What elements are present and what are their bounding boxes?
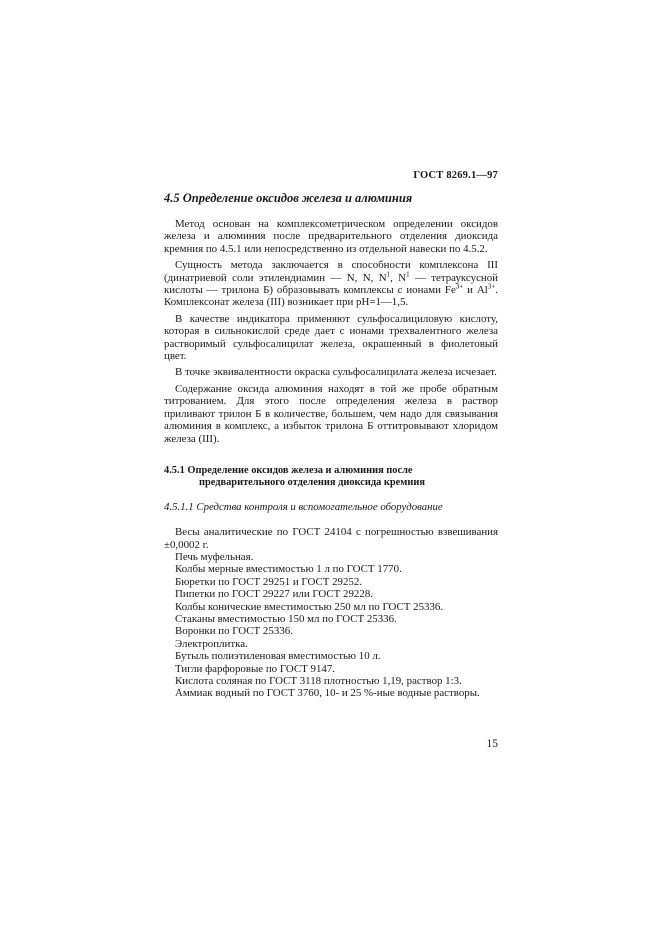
equipment-list	[164, 526, 498, 700]
document-header-code: ГОСТ 8269.1—97	[413, 170, 498, 181]
equipment-item: Колбы конические вместимостью 250 мл по ГОСТ 25336.	[175, 600, 444, 613]
equipment-item: Воронки по ГОСТ 25336.	[175, 625, 293, 638]
equipment-item: Электроплитка.	[175, 637, 248, 650]
section-title: 4.5 Определение оксидов железа и алюминия	[164, 191, 413, 205]
essence-text-b: , N	[390, 271, 407, 284]
essence-text-e: . Комплексонат железа (III) возникает при pH=1—1,5.	[164, 284, 498, 309]
equipment-item: Печь муфельная.	[175, 550, 254, 563]
subsection-title-line2: предварительного отделения диоксида кремния	[199, 477, 425, 489]
paragraph-essence	[164, 259, 498, 309]
subsection-title-line1: 4.5.1 Определение оксидов железа и алюминия после	[164, 464, 413, 476]
page-number: 15	[486, 738, 498, 750]
paragraph-method: Метод основан на комплексометрическом определении оксидов железа и алюминия после предварительного отделения диоксида кремния по 4.5.1 или непосредственно из отдельной навески по 4.5.2.	[164, 218, 498, 255]
paragraph-equivalence: В точке эквивалентности окраска сульфосалицилата железа исчезает.	[175, 366, 497, 379]
equipment-item: Стаканы вместимостью 150 мл по ГОСТ 25336.	[175, 612, 397, 625]
subsection-title	[164, 465, 498, 490]
equipment-item: Весы аналитические по ГОСТ 24104 с погрешностью взвешивания ±0,0002 г.	[164, 526, 498, 551]
equipment-item: Бутыль полиэтиленовая вместимостью 10 л.	[175, 650, 381, 663]
equipment-item: Бюретки по ГОСТ 29251 и ГОСТ 29252.	[175, 575, 363, 588]
essence-text-c: — тетрауксусной кислоты — трилона Б) образовывать комплексы с ионами Fe	[164, 271, 498, 297]
paragraph-alumina: Содержание оксида алюминия находят в той же пробе обратным титрованием. Для этого после определения железа в раствор приливают трилон Б в количестве, большем, чем надо для связывания алюминия в комплекс, а избыток трилона Б оттитровывают хлоридом железа (III).	[164, 382, 498, 445]
essence-sup-1: 1	[386, 270, 391, 278]
essence-sup-fe: 3+	[455, 282, 464, 291]
paragraph-indicator: В качестве индикатора применяют сульфосалициловую кислоту, которая в сильнокислой среде дает с ионами трехвалентного железа растворимый сульфосалицилат железа, окрашенный в фиолетовый цвет.	[164, 312, 498, 363]
equipment-item: Колбы мерные вместимостью 1 л по ГОСТ 1770.	[175, 563, 402, 576]
essence-text-d: и Al	[463, 284, 488, 297]
essence-sup-al: 3+	[487, 282, 496, 291]
equipment-item: Тигли фарфоровые по ГОСТ 9147.	[175, 662, 336, 675]
essence-sup-2: 1	[406, 270, 410, 278]
subsubsection-title: 4.5.1.1 Средства контроля и вспомогательное оборудование	[164, 500, 443, 513]
equipment-item: Пипетки по ГОСТ 29227 или ГОСТ 29228.	[175, 588, 373, 601]
equipment-item: Аммиак водный по ГОСТ 3760, 10- и 25 %-ные водные растворы.	[175, 687, 480, 700]
document-body	[164, 190, 498, 700]
essence-text-a: Сущность метода заключается в способности комплексона III (динатриевой соли этилендиамин — N, N, N	[164, 259, 498, 284]
equipment-item: Кислота соляная по ГОСТ 3118 плотностью 1,19, раствор 1:3.	[175, 675, 462, 687]
